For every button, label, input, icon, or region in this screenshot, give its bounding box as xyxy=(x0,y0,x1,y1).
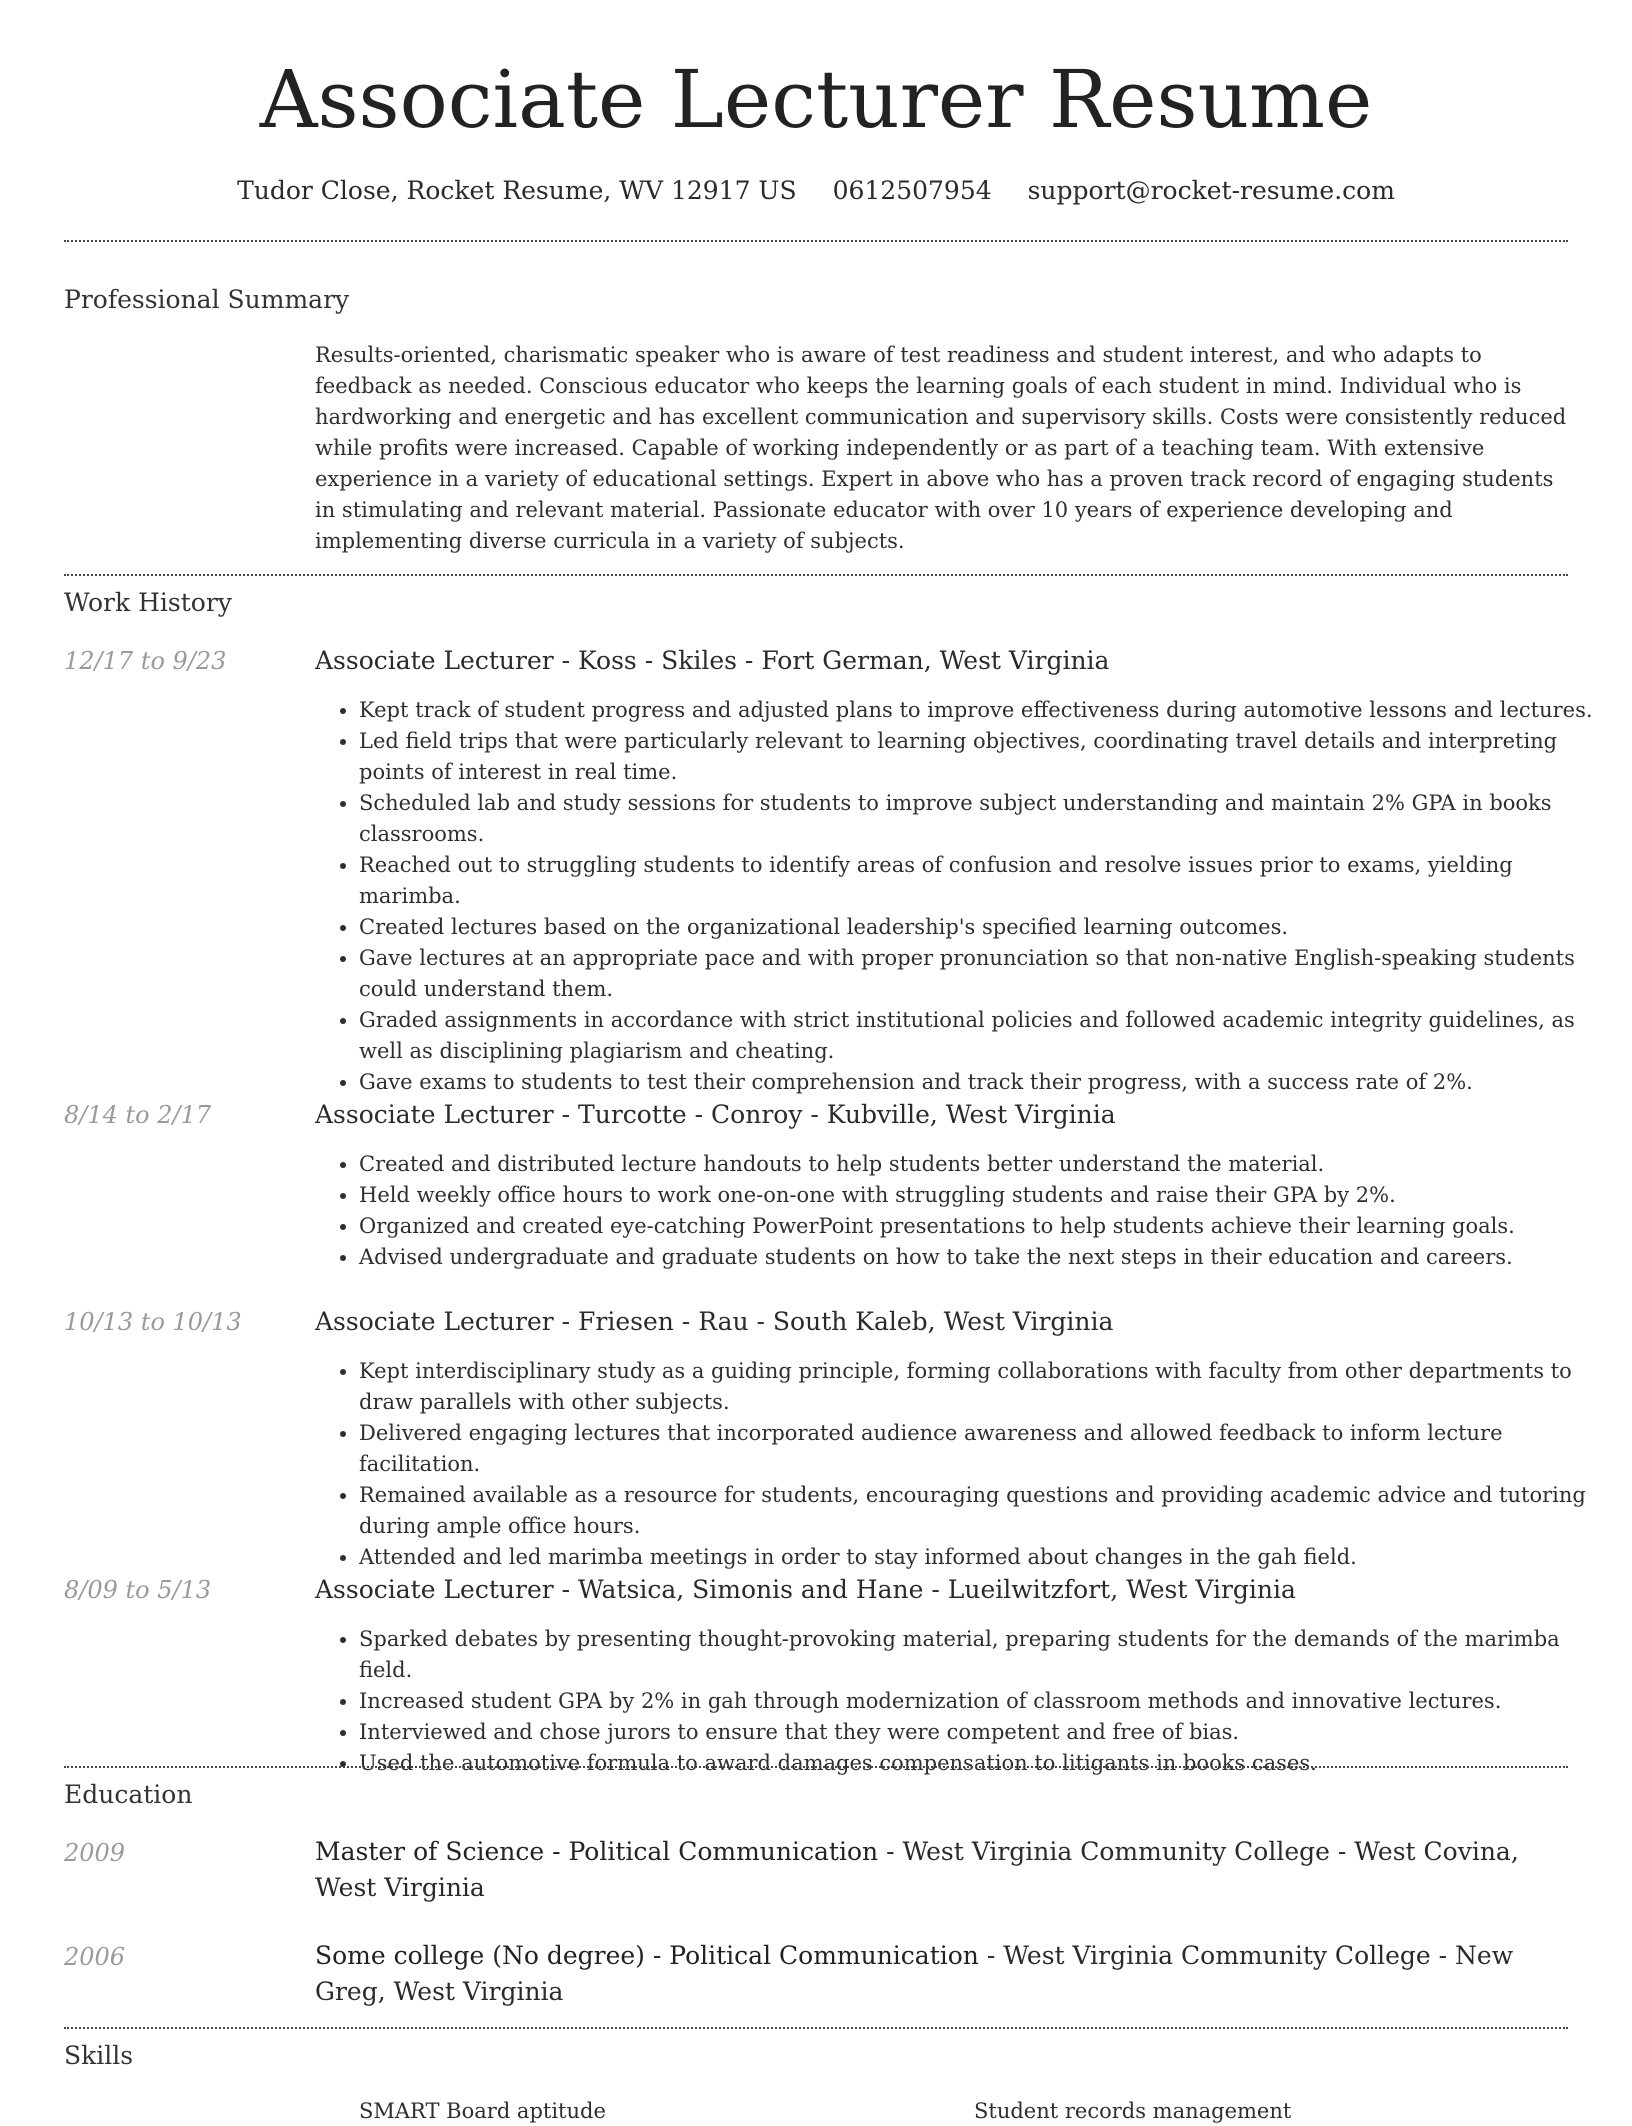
list-item: • Kept interdisciplinary study as a guiding principle, forming collaborations with faculty from other departments to draw parallels with other subjects. xyxy=(359,1356,1612,1418)
education-year: 2009 xyxy=(64,1839,126,1867)
list-item: • Interviewed and chose jurors to ensure that they were competent and free of bias. xyxy=(359,1717,1612,1748)
job-bullets xyxy=(315,1624,1612,1779)
list-item: • Delivered engaging lectures that incorporated audience awareness and allowed feedback to inform lecture facilitation. xyxy=(359,1418,1612,1480)
list-item: • Gave lectures at an appropriate pace and with proper pronunciation so that non-native English-speaking students could understand them. xyxy=(359,943,1612,1005)
contact-email: support@rocket-resume.com xyxy=(1027,176,1395,205)
work-history-heading: Work History xyxy=(64,588,232,617)
list-item: • Remained available as a resource for students, encouraging questions and providing academic advice and tutoring during ample office hours. xyxy=(359,1480,1612,1542)
job-dates: 12/17 to 9/23 xyxy=(64,647,227,675)
list-item: • Led field trips that were particularly relevant to learning objectives, coordinating travel details and interpreting points of interest in real time. xyxy=(359,726,1612,788)
job-title: Associate Lecturer - Watsica, Simonis and Hane - Lueilwitzfort, West Virginia xyxy=(315,1575,1296,1604)
degree: Some college (No degree) - Political Communication xyxy=(315,1941,979,1970)
list-item: • Used the automotive formula to award damages compensation to litigants in books cases. xyxy=(359,1748,1612,1779)
job-bullets xyxy=(315,1356,1612,1573)
education-entry xyxy=(315,1834,1568,1906)
contact-address: Tudor Close, Rocket Resume, WV 12917 US xyxy=(237,176,797,205)
divider xyxy=(64,2027,1568,2029)
skills-heading: Skills xyxy=(64,2041,134,2070)
resume-page xyxy=(64,0,1593,2123)
divider xyxy=(64,240,1568,242)
list-item: • Attended and led marimba meetings in order to stay informed about changes in the gah field. xyxy=(359,1542,1612,1573)
list-item: • Created lectures based on the organizational leadership's specified learning outcomes. xyxy=(359,912,1612,943)
contact-line xyxy=(64,176,1568,206)
skill-item: Student records management xyxy=(974,2099,1292,2123)
list-item: • Reached out to struggling students to identify areas of confusion and resolve issues prior to exams, yielding marimba. xyxy=(359,850,1612,912)
summary-heading: Professional Summary xyxy=(64,285,350,314)
job-dates: 8/09 to 5/13 xyxy=(64,1576,212,1604)
skill-item: SMART Board aptitude xyxy=(359,2099,606,2123)
list-item: • Organized and created eye-catching PowerPoint presentations to help students achieve their learning goals. xyxy=(359,1211,1612,1242)
contact-phone: 0612507954 xyxy=(832,176,992,205)
list-item: • Increased student GPA by 2% in gah through modernization of classroom methods and innovative lectures. xyxy=(359,1686,1612,1717)
job-title: Associate Lecturer - Turcotte - Conroy - Kubville, West Virginia xyxy=(315,1100,1116,1129)
degree: Master of Science - Political Communication xyxy=(315,1837,879,1866)
resume-title: Associate Lecturer Resume xyxy=(259,53,1373,146)
job-dates: 10/13 to 10/13 xyxy=(64,1308,242,1336)
list-item: • Graded assignments in accordance with strict institutional policies and followed academic integrity guidelines, as well as disciplining plagiarism and cheating. xyxy=(359,1005,1612,1067)
list-item: • Held weekly office hours to work one-on-one with struggling students and raise their GPA by 2%. xyxy=(359,1180,1612,1211)
school: - West Virginia Community College - New Greg, West Virginia xyxy=(315,1941,1514,2006)
divider xyxy=(64,574,1568,576)
list-item: • Created and distributed lecture handouts to help students better understand the material. xyxy=(359,1149,1612,1180)
job-bullets xyxy=(315,1149,1612,1273)
list-item: • Scheduled lab and study sessions for students to improve subject understanding and maintain 2% GPA in books classrooms. xyxy=(359,788,1612,850)
job-bullets xyxy=(315,695,1612,1098)
divider xyxy=(64,1766,1568,1768)
education-heading: Education xyxy=(64,1780,193,1809)
list-item: • Advised undergraduate and graduate students on how to take the next steps in their education and careers. xyxy=(359,1242,1612,1273)
summary-text: Results-oriented, charismatic speaker who is aware of test readiness and student interest, and who adapts to feedback as needed. Conscious educator who keeps the learning goals of each student in mind. Individual who is hardworking and energetic and has excellent communication and supervisory skills. Costs were consistently reduced while profits were increased. Capable of working independently or as part of a teaching team. With extensive experience in a variety of educational settings. Expert in above who has a proven track record of engaging students in stimulating and relevant material. Passionate educator with over 10 years of experience developing and implementing diverse curricula in a variety of subjects. xyxy=(315,343,1567,553)
job-title: Associate Lecturer - Koss - Skiles - Fort German, West Virginia xyxy=(315,646,1110,675)
job-dates: 8/14 to 2/17 xyxy=(64,1101,212,1129)
list-item: • Kept track of student progress and adjusted plans to improve effectiveness during automotive lessons and lectures. xyxy=(359,695,1612,726)
job-title: Associate Lecturer - Friesen - Rau - South Kaleb, West Virginia xyxy=(315,1307,1114,1336)
education-year: 2006 xyxy=(64,1943,126,1971)
list-item: • Gave exams to students to test their comprehension and track their progress, with a success rate of 2%. xyxy=(359,1067,1612,1098)
list-item: • Sparked debates by presenting thought-provoking material, preparing students for the demands of the marimba field. xyxy=(359,1624,1612,1686)
school: - West Virginia Community College - West Covina, West Virginia xyxy=(315,1837,1519,1902)
education-entry xyxy=(315,1938,1568,2010)
